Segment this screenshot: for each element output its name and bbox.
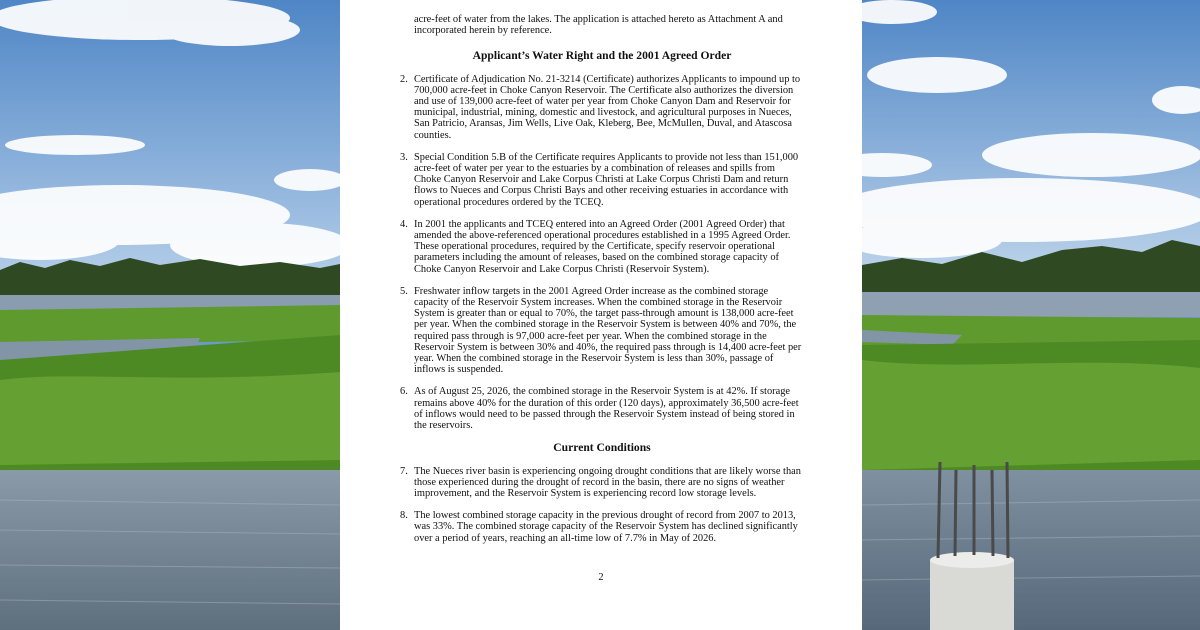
paragraph-number: 4. [400, 218, 408, 230]
paragraph-number: 6. [400, 386, 408, 398]
numbered-paragraph [400, 386, 804, 431]
paragraph-text: As of August 25, 2026, the combined storage in the Reservoir System is at 42%. If storage remains above 40% for the duration of this order (120 days), approximately 36,500 acre-feet of inflows would need to be passed through the Reservoir System instead of being stored in the reservoirs. [414, 386, 799, 432]
paragraph-number: 3. [400, 151, 408, 163]
paragraph-text: Freshwater inflow targets in the 2001 Agreed Order increase as the combined storage capacity of the Reservoir System increases. When the combined storage in the Reservoir System is greater than or equal to 70%, the target pass-through amount is 138,000 acre-feet per year. When the combined storage in the Reservoir System is between 40% and 70%, the required pass through is 97,000 acre-feet per year. When the combined storage in the Reservoir System is between 30% and 40%, the required pass through is 14,400 acre-feet per year. When the combined storage in the Reservoir System is less than 30%, passage of inflows is suspended. [414, 285, 802, 376]
paragraph-text: In 2001 the applicants and TCEQ entered into an Agreed Order (2001 Agreed Order) that amended the above-referenced operational procedures established in a 1995 Agreed Order. These operational procedures, required by the Certificate, specify reservoir operational parameters including the amount of releases, based on the combined storage capacity of Choke Canyon Reservoir and Lake Corpus Christi (Reservoir System). [414, 218, 791, 275]
paragraph-number: 8. [400, 510, 408, 522]
document-page [340, 0, 862, 630]
numbered-paragraph [400, 219, 804, 275]
numbered-paragraph [400, 286, 804, 376]
section-heading-water-right: Applicant’s Water Right and the 2001 Agreed Order [472, 49, 732, 63]
page-number: 2 [598, 572, 604, 583]
section-heading-current-conditions: Current Conditions [553, 441, 651, 455]
paragraph-number: 2. [400, 73, 408, 85]
paragraph-number: 7. [400, 465, 408, 477]
numbered-paragraph [400, 152, 804, 208]
numbered-paragraph [400, 74, 804, 141]
background-photo-left [0, 0, 340, 630]
paragraph-text: The lowest combined storage capacity in the previous drought of record from 2007 to 2013, was 33%. The combined storage capacity of the Reservoir System has declined significantly over a period of years, reaching an all-time low of 7.7% in May of 2026. [414, 510, 798, 544]
paragraph-text: Special Condition 5.B of the Certificate requires Applicants to provide not less than 151,000 acre-feet of water per year to the estuaries by a combination of releases and spills from Choke Canyon Reservoir and Lake Corpus Christi at Lake Corpus Christi Dam and return flows to Nueces and Corpus Christi Bays and other receiving estuaries in accordance with operational procedures ordered by the TCEQ. [414, 151, 799, 208]
intro-paragraph: acre-feet of water from the lakes. The application is attached hereto as Attachment A and incorporated herein by reference. [414, 14, 783, 37]
numbered-paragraph [400, 466, 804, 500]
numbered-paragraph [400, 510, 804, 544]
paragraph-text: Certificate of Adjudication No. 21-3214 (Certificate) authorizes Applicants to impound up to 700,000 acre-feet in Choke Canyon Reservoir. The Certificate also authorizes the diversion and use of 139,000 acre-feet of water per year from Choke Canyon Dam and Reservoir for municipal, industrial, mining, domestic and livestock, and agricultural purposes in Nueces, San Patricio, Aransas, Jim Wells, Live Oak, Kleberg, Bee, McMullen, Duval, and Atascosa counties. [414, 73, 801, 141]
background-photo-right [862, 0, 1200, 630]
paragraph-number: 5. [400, 285, 408, 297]
paragraph-text: The Nueces river basin is experiencing ongoing drought conditions that are likely worse than those experienced during the drought of record in the basin, there are no signs of weather improvement, and the Reservoir System is experiencing record low storage levels. [414, 465, 801, 499]
